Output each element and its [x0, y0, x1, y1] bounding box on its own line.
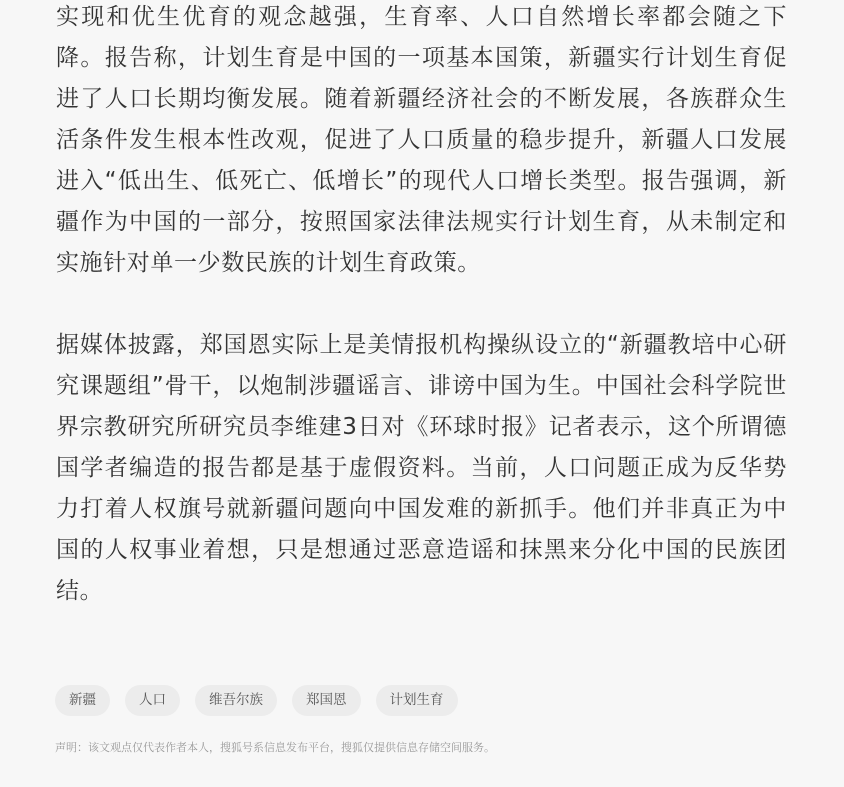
tag-uyghur[interactable]: 维吾尔族 [195, 685, 277, 716]
tag-zheng-guoen[interactable]: 郑国恩 [292, 685, 361, 716]
article-paragraph: 据媒体披露，郑国恩实际上是美情报机构操纵设立的“新疆教培中心研究课题组”骨干，以炮制涉疆谣言、诽谤中国为生。中国社会科学院世界宗教研究所研究员李维建3日对《环球时报》记者表示，这个所谓德国学者编造的报告都是基于虚假资料。当前，人口问题正成为反华势力打着人权旗号就新疆问题向中国发难的新抓手。他们并非真正为中国的人权事业着想，只是想通过恶意造谣和抹黑来分化中国的民族团结。 [56, 332, 787, 604]
article-body [56, 0, 787, 612]
tag-list [55, 685, 458, 716]
disclaimer-text: 声明：该文观点仅代表作者本人，搜狐号系信息发布平台，搜狐仅提供信息存储空间服务。 [55, 741, 495, 754]
tag-population[interactable]: 人口 [125, 685, 180, 716]
tag-family-planning[interactable]: 计划生育 [376, 685, 458, 716]
tag-xinjiang[interactable]: 新疆 [55, 685, 110, 716]
article-paragraph: 实现和优生优育的观念越强，生育率、人口自然增长率都会随之下降。报告称，计划生育是中国的一项基本国策，新疆实行计划生育促进了人口长期均衡发展。随着新疆经济社会的不断发展，各族群众生活条件发生根本性改观，促进了人口质量的稳步提升，新疆人口发展进入“低出生、低死亡、低增长”的现代人口增长类型。报告强调，新疆作为中国的一部分，按照国家法律法规实行计划生育，从未制定和实施针对单一少数民族的计划生育政策。 [56, 4, 787, 276]
